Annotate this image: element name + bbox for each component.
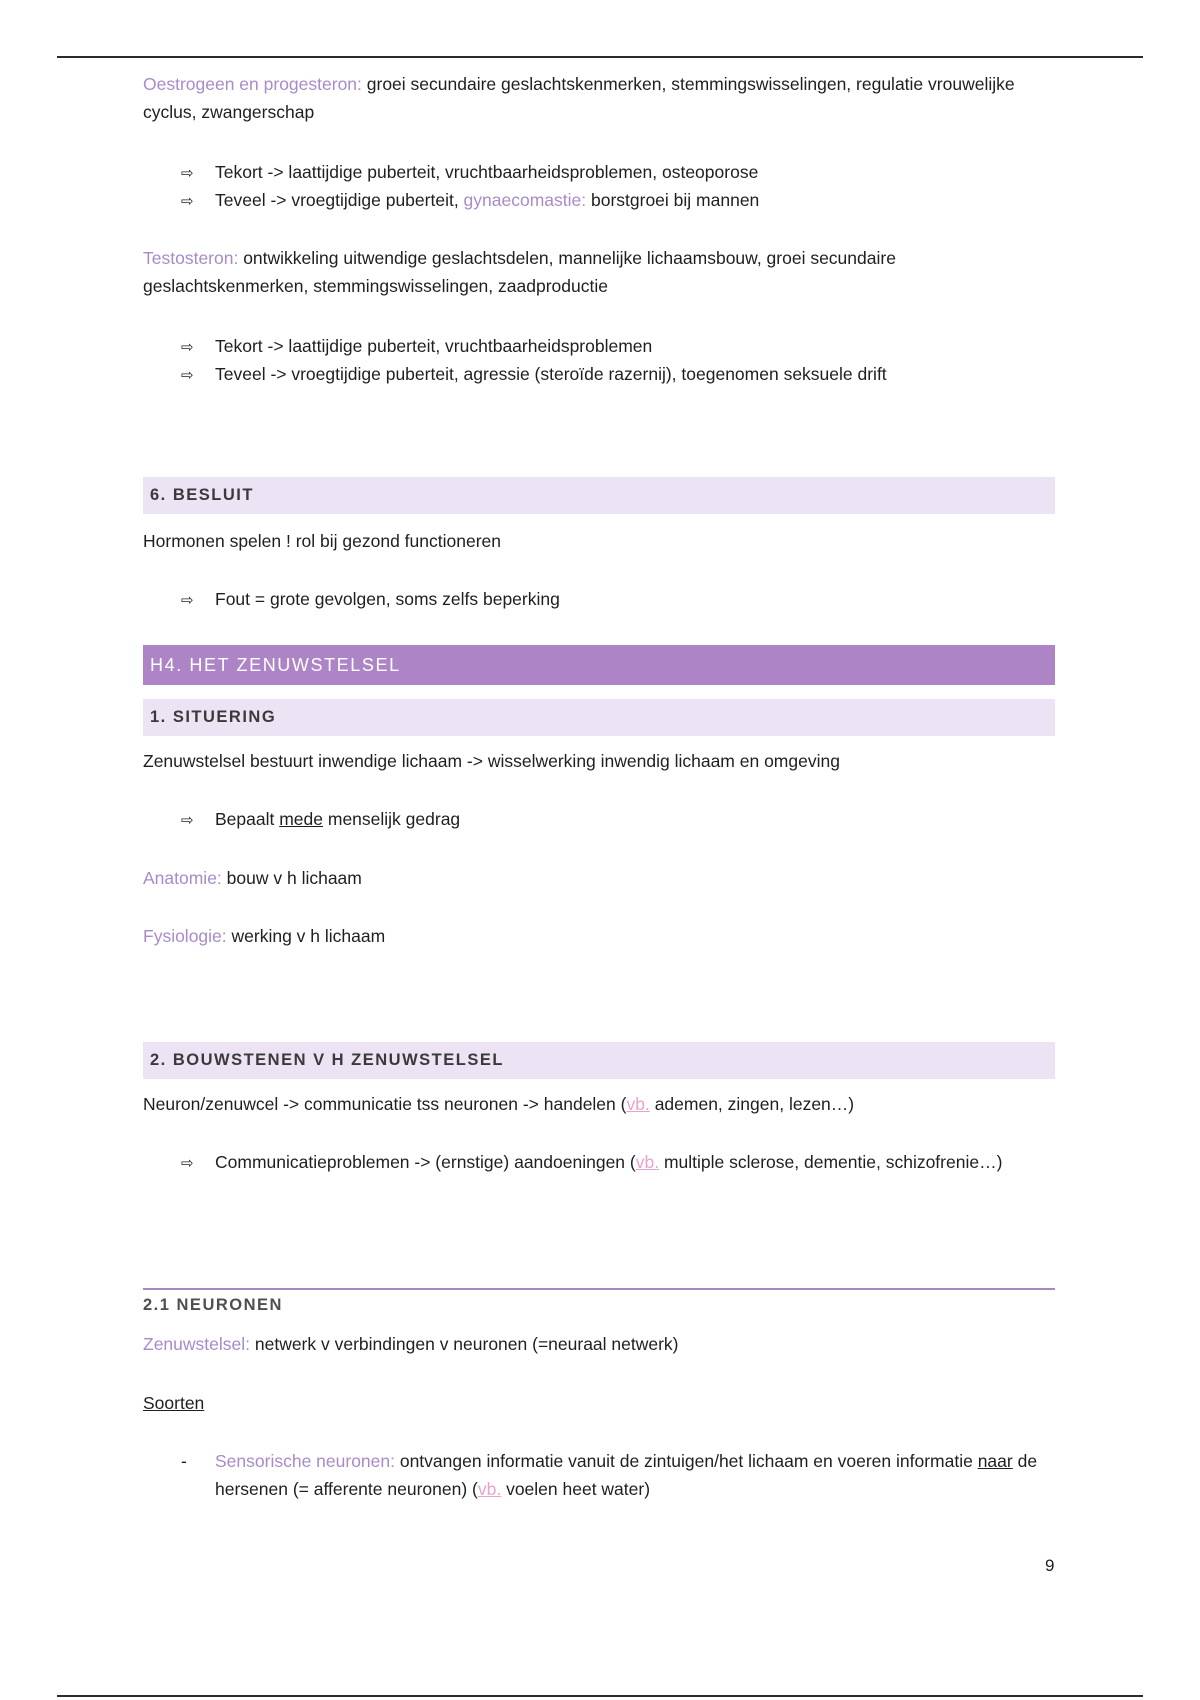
section-heading-situering: 1. SITUERING xyxy=(143,699,1055,736)
soorten-label: Soorten xyxy=(143,1393,205,1413)
term-sensorische-neuronen: Sensorische neuronen: xyxy=(215,1451,395,1471)
term-oestrogen: Oestrogeen en progesteron: xyxy=(143,74,362,94)
arrow-icon: ⇨ xyxy=(181,812,194,829)
page-number: 9 xyxy=(1045,1556,1055,1575)
arrow-icon: ⇨ xyxy=(181,1155,194,1172)
testosterone-short-item: ⇨ Tekort -> laattijdige puberteit, vruchtbaarheidsproblemen xyxy=(181,332,652,362)
term-testosteron: Testosteron: xyxy=(143,248,239,268)
footer-rule xyxy=(57,1695,1143,1697)
list-item-sensorische-neuronen: - Sensorische neuronen: ontvangen informatie vanuit de zintuigen/het lichaam en voeren informatie naar de hersenen (= afferente neuronen) (vb. voelen heet water) xyxy=(181,1447,1041,1503)
arrow-icon: ⇨ xyxy=(181,193,194,210)
situering-arrow-item: ⇨ Bepaalt mede menselijk gedrag xyxy=(181,805,460,835)
arrow-icon: ⇨ xyxy=(181,367,194,384)
oestrogen-short-item: ⇨ Tekort -> laattijdige puberteit, vruchtbaarheidsproblemen, osteoporose xyxy=(181,158,758,188)
chapter-heading: H4. HET ZENUWSTELSEL xyxy=(143,645,1055,685)
term-gynaecomastie: gynaecomastie: xyxy=(463,190,587,210)
situering-text: Zenuwstelsel bestuurt inwendige lichaam -> wisselwerking inwendig lichaam en omgeving xyxy=(143,751,840,771)
section-heading-besluit: 6. BESLUIT xyxy=(143,477,1055,514)
bouwstenen-text: Neuron/zenuwcel -> communicatie tss neuronen -> handelen (vb. ademen, zingen, lezen…) xyxy=(143,1094,855,1114)
term-anatomie: Anatomie: xyxy=(143,868,222,888)
besluit-arrow-item: ⇨ Fout = grote gevolgen, soms zelfs beperking xyxy=(181,585,560,615)
vb-label: vb. xyxy=(626,1094,650,1114)
besluit-text: Hormonen spelen ! rol bij gezond functioneren xyxy=(143,531,501,551)
subsection-heading-neuronen: 2.1 NEURONEN xyxy=(143,1288,1055,1315)
arrow-icon: ⇨ xyxy=(181,339,194,356)
bouwstenen-arrow-item: ⇨ Communicatieproblemen -> (ernstige) aandoeningen (vb. multiple sclerose, dementie, schizofrenie…) xyxy=(181,1148,1002,1178)
fysiologie-definition: Fysiologie: werking v h lichaam xyxy=(143,926,386,946)
vb-label: vb. xyxy=(477,1479,502,1499)
header-rule xyxy=(57,56,1143,58)
anatomie-definition: Anatomie: bouw v h lichaam xyxy=(143,868,362,888)
oestrogen-excess-item: ⇨ Teveel -> vroegtijdige puberteit, gynaecomastie: borstgroei bij mannen xyxy=(181,186,759,216)
dash-bullet: - xyxy=(181,1451,187,1471)
vb-label: vb. xyxy=(635,1152,660,1172)
zenuwstelsel-definition: Zenuwstelsel: netwerk v verbindingen v neuronen (=neuraal netwerk) xyxy=(143,1334,679,1354)
term-zenuwstelsel: Zenuwstelsel: xyxy=(143,1334,250,1354)
arrow-icon: ⇨ xyxy=(181,592,194,609)
testosterone-excess-item: ⇨ Teveel -> vroegtijdige puberteit, agressie (steroïde razernij), toegenomen seksuele drift xyxy=(181,360,887,390)
section-heading-bouwstenen: 2. BOUWSTENEN V H ZENUWSTELSEL xyxy=(143,1042,1055,1079)
testosterone-paragraph: Testosteron: ontwikkeling uitwendige geslachtsdelen, mannelijke lichaamsbouw, groei secundaire geslachtskenmerken, stemmingswisselingen, zaadproductie xyxy=(143,248,896,296)
term-fysiologie: Fysiologie: xyxy=(143,926,227,946)
arrow-icon: ⇨ xyxy=(181,165,194,182)
oestrogen-paragraph: Oestrogeen en progesteron: groei secundaire geslachtskenmerken, stemmingswisselingen, regulatie vrouwelijke cyclus, zwangerschap xyxy=(143,74,1015,122)
